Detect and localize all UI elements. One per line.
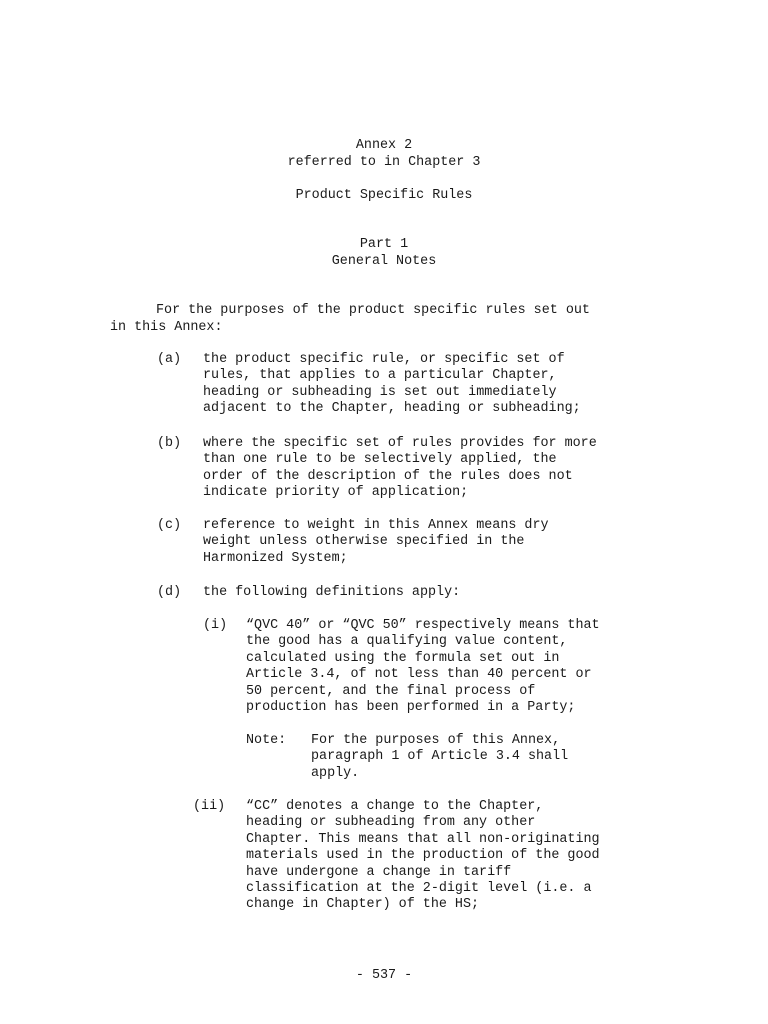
item-a-text (203, 352, 581, 418)
subitem-ii-line: “CC” denotes a change to the Chapter, (246, 799, 544, 814)
item-a-label: (a) (157, 352, 182, 367)
item-a-line: rules, that applies to a particular Chapter, (203, 368, 557, 384)
item-d-label: (d) (157, 585, 182, 600)
item-c-text (203, 518, 549, 567)
item-c-line: Harmonized System; (203, 550, 348, 566)
annex-title: Annex 2 (355, 138, 413, 153)
item-b-line: order of the description of the rules does not (203, 468, 573, 484)
item-c-label: (c) (157, 518, 182, 533)
part-number: Part 1 (359, 237, 409, 252)
note-line: For the purposes of this Annex, (311, 733, 561, 748)
item-b-line: indicate priority of application; (203, 485, 469, 501)
item-b-text (203, 436, 597, 502)
item-b-line: where the specific set of rules provides for more (203, 436, 597, 451)
intro-line-1: For the purposes of the product specific rules set out (156, 303, 590, 318)
page-number: - 537 - (355, 968, 413, 983)
subitem-i-line: production has been performed in a Party; (246, 700, 576, 716)
note-text (311, 733, 568, 782)
subitem-ii-text (246, 799, 600, 914)
subitem-i-label: (i) (203, 618, 228, 633)
subitem-i-line: 50 percent, and the final process of (246, 683, 536, 699)
subitem-i-line: Article 3.4, of not less than 40 percent or (246, 667, 592, 683)
item-c-line: reference to weight in this Annex means dry (203, 518, 549, 533)
note-line: apply. (311, 765, 360, 781)
subitem-ii-label: (ii) (193, 799, 226, 814)
subitem-ii-line: have undergone a change in tariff (246, 864, 512, 880)
item-d-line: the following definitions apply: (203, 585, 461, 600)
document-title: Product Specific Rules (295, 188, 473, 203)
subitem-ii-line: classification at the 2-digit level (i.e. a (246, 881, 592, 897)
item-a-line: adjacent to the Chapter, heading or subheading; (203, 401, 581, 417)
item-b-line: than one rule to be selectively applied, the (203, 452, 557, 468)
subitem-i-line: “QVC 40” or “QVC 50” respectively means that (246, 618, 600, 633)
item-c-line: weight unless otherwise specified in the (203, 534, 525, 550)
item-a-line: heading or subheading is set out immediately (203, 384, 557, 400)
subitem-ii-line: Chapter. This means that all non-originating (246, 831, 600, 847)
annex-reference: referred to in Chapter 3 (287, 155, 481, 170)
subitem-ii-line: heading or subheading from any other (246, 815, 536, 831)
subitem-i-line: the good has a qualifying value content, (246, 634, 568, 650)
intro-line-2: in this Annex: (110, 320, 223, 335)
subitem-ii-line: change in Chapter) of the HS; (246, 897, 480, 913)
note-line: paragraph 1 of Article 3.4 shall (311, 749, 569, 765)
part-title: General Notes (331, 254, 437, 269)
item-b-label: (b) (157, 436, 182, 451)
item-a-line: the product specific rule, or specific set of (203, 352, 565, 367)
note-label: Note: (246, 733, 287, 748)
subitem-ii-line: materials used in the production of the good (246, 848, 600, 864)
item-d-text (203, 585, 460, 601)
subitem-i-text (246, 618, 600, 716)
subitem-i-line: calculated using the formula set out in (246, 650, 560, 666)
